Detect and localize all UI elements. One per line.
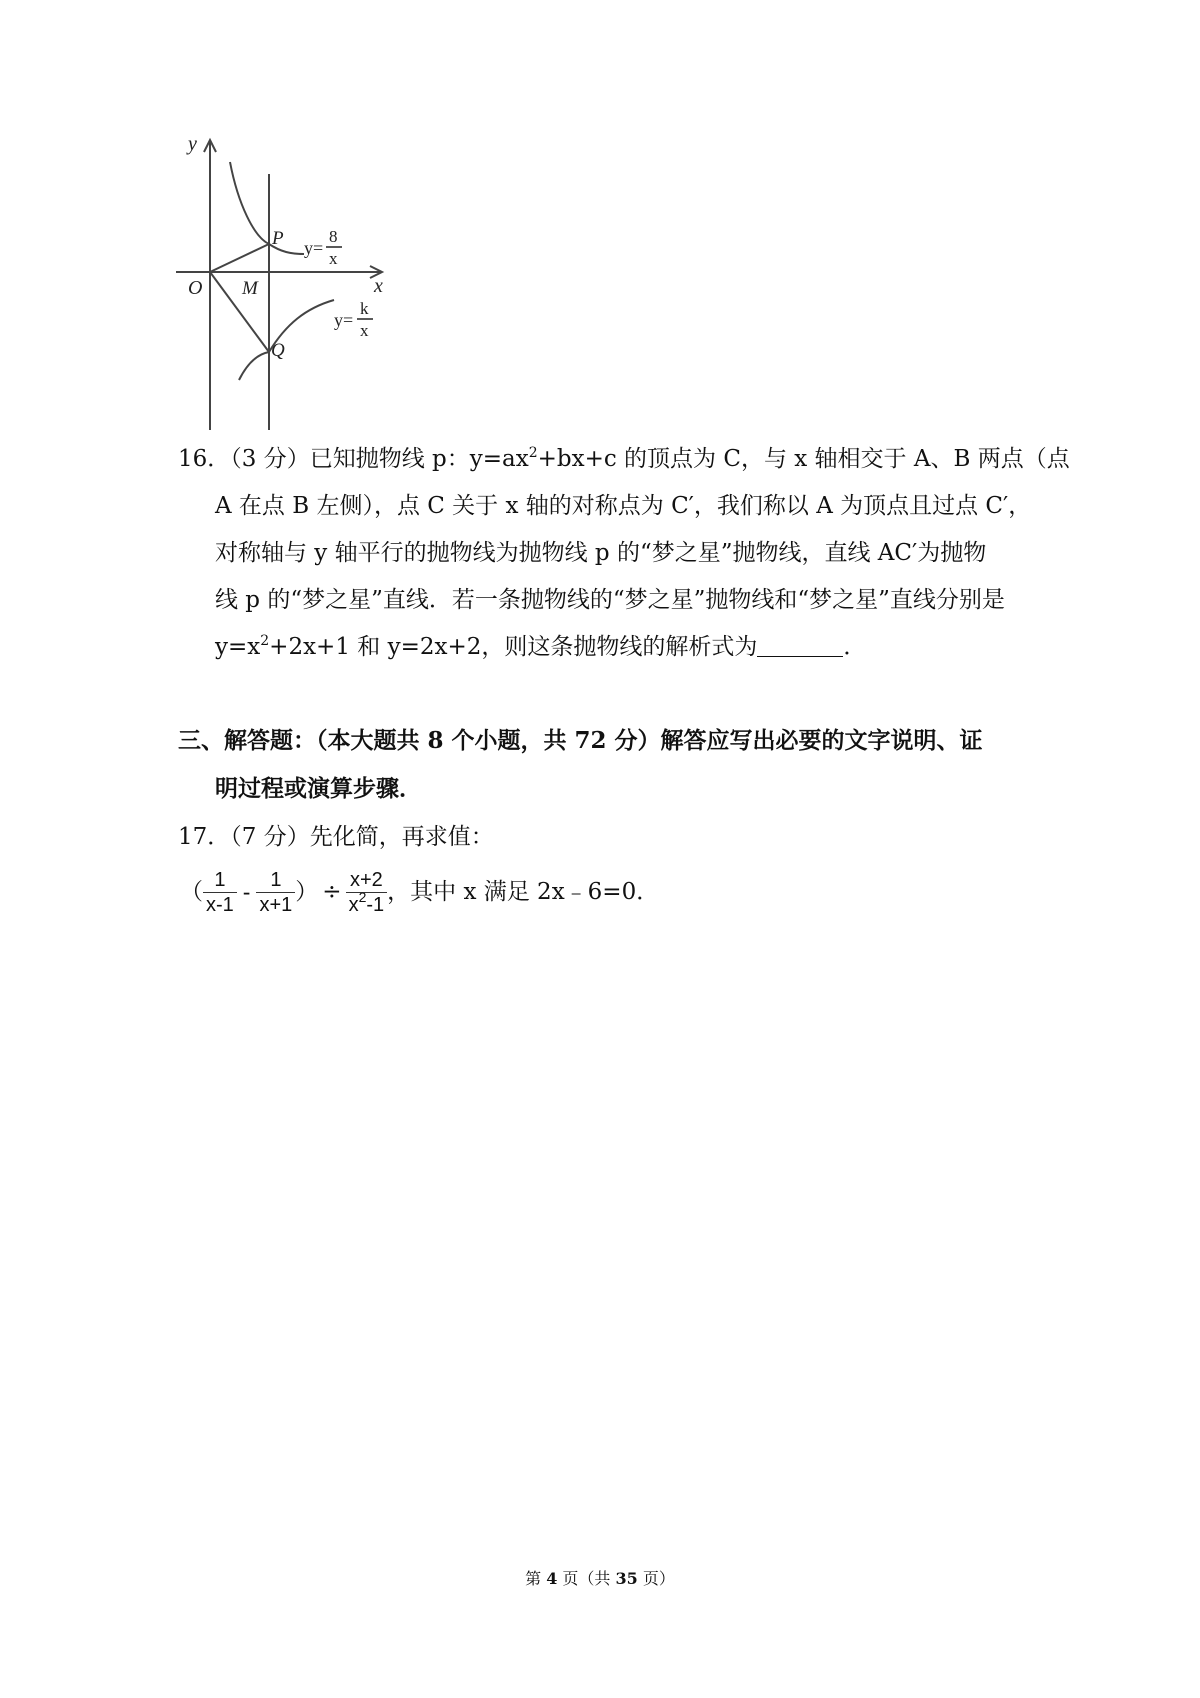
divide-sign: ÷ (322, 879, 342, 905)
q16-line1-b: +bx+c 的顶点为 C，与 x 轴相交于 A、B 两点（点 (537, 446, 1070, 472)
curve-y-8-over-x (230, 162, 304, 254)
open-paren: （ (180, 879, 203, 905)
page-footer (0, 1566, 1200, 1589)
curve1-prefix: y= (304, 238, 324, 258)
fraction3-den-sup: 2 (358, 888, 367, 905)
footer-c: 页） (637, 1569, 675, 1588)
minus-sign: - (242, 879, 251, 905)
hyperbola-graph (176, 134, 430, 430)
fraction2-denominator: x+1 (256, 892, 295, 917)
q17-title: 17．（7 分）先化简，再求值： (178, 824, 494, 850)
origin-label: O (188, 277, 203, 299)
fraction3-numerator: x+2 (349, 868, 383, 891)
fraction-x-plus-2-over-x-squared-minus-1 (346, 868, 388, 917)
q16-line1-a: 16．（3 分）已知抛物线 p：y=ax (178, 446, 529, 472)
curve2-prefix: y= (334, 310, 354, 330)
q16-line5-end: ． (843, 634, 867, 660)
curve-y-k-over-x (239, 300, 334, 380)
q17-expression (180, 862, 659, 922)
fraction3-den-b: -1 (366, 893, 385, 916)
q16-line-4: 线 p 的“梦之星”直线．若一条抛物线的“梦之星”抛物线和“梦之星”直线分别是 (215, 587, 1005, 613)
q16-line5-b: +2x+1 和 y=2x+2，则这条抛物线的解析式为 (269, 634, 758, 660)
fraction3-den-a: x (348, 893, 359, 916)
q16-line-3: 对称轴与 y 轴平行的抛物线为抛物线 p 的“梦之星”抛物线，直线 AC′为抛物 (215, 540, 987, 566)
q17-tail: ，其中 x 满足 2x﹣6=0． (387, 879, 660, 905)
section-heading-line-2: 明过程或演算步骤． (215, 775, 422, 802)
footer-page-number: 4 (546, 1569, 558, 1588)
hyperbola-figure (176, 134, 430, 430)
fraction1-denominator: x-1 (203, 892, 237, 917)
segment-op (210, 244, 269, 272)
q16-line5-sup: 2 (260, 633, 270, 649)
fraction2-numerator: 1 (270, 868, 282, 891)
point-label-m: M (242, 278, 258, 299)
section-heading-line-1: 三、解答题：（本大题共 8 个小题，共 72 分）解答应写出必要的文字说明、证 (178, 727, 983, 754)
point-label-q: Q (271, 340, 285, 361)
footer-total-pages: 35 (615, 1569, 638, 1588)
point-label-p: P (272, 228, 284, 249)
fraction3-denominator (346, 888, 388, 917)
curve1-denominator: x (329, 249, 338, 268)
footer-a: 第 (525, 1569, 547, 1588)
footer-b: 页（共 (557, 1569, 616, 1588)
fraction1-numerator: 1 (214, 868, 226, 891)
curve1-numerator: 8 (329, 227, 338, 246)
close-paren: ） (295, 879, 319, 905)
axis-label-y: y (188, 134, 197, 155)
q16-line-2: A 在点 B 左侧），点 C 关于 x 轴的对称点为 C′，我们称以 A 为顶点且过点 C′， (215, 493, 1032, 519)
axis-label-x: x (374, 275, 383, 297)
fraction-1-over-x-plus-1 (256, 868, 295, 917)
q16-line5-a: y=x (215, 634, 261, 660)
answer-blank[interactable] (757, 634, 843, 657)
q16-line1-sup: 2 (528, 445, 538, 461)
segment-oq (210, 272, 269, 352)
curve2-denominator: x (360, 321, 369, 340)
fraction-1-over-x-minus-1 (203, 868, 237, 917)
curve2-numerator: k (360, 299, 369, 318)
q16-line-1 (178, 444, 1070, 474)
q16-line-5 (215, 632, 866, 662)
